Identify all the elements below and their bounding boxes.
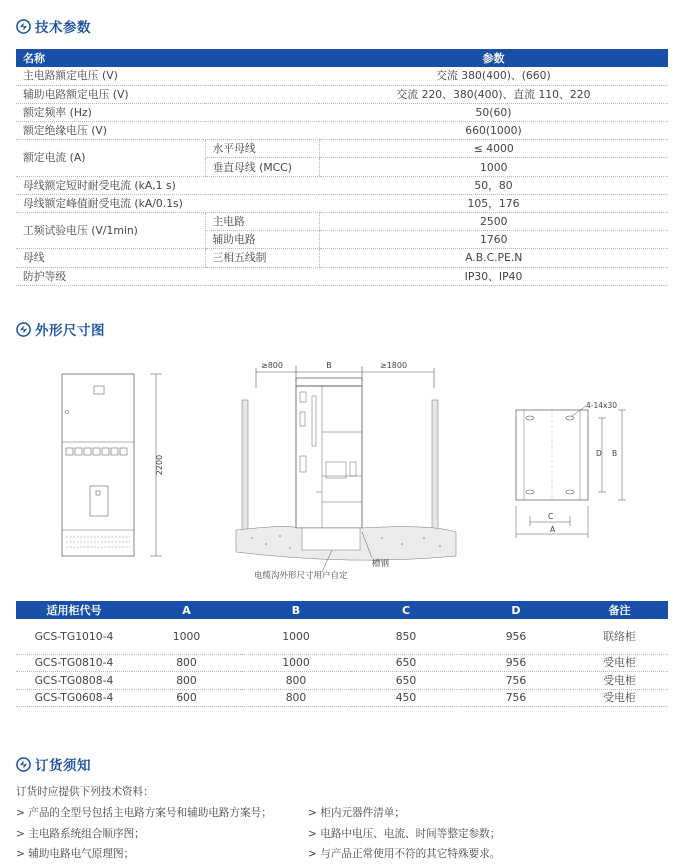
model-cell: GCS-TG0808-4 xyxy=(16,672,132,690)
dim-d-label: D xyxy=(596,449,602,458)
spec-sub: 辅助电路 xyxy=(205,231,319,249)
model-header: 适用柜代号 xyxy=(16,601,132,619)
table-row xyxy=(16,140,668,158)
model-header: 备注 xyxy=(571,601,668,619)
spec-value: 660(1000) xyxy=(319,122,668,140)
base-plan-drawing xyxy=(510,398,640,542)
table-row xyxy=(16,85,668,103)
model-cell: 650 xyxy=(351,672,461,690)
spec-table xyxy=(16,49,668,286)
model-cell: 956 xyxy=(461,654,571,672)
model-cell: 800 xyxy=(132,654,241,672)
order-section-title: 订货须知 xyxy=(35,758,91,774)
order-section-heading xyxy=(16,754,91,774)
table-row xyxy=(16,267,668,285)
list-item xyxy=(16,825,676,846)
model-cell: 1000 xyxy=(241,619,351,654)
spec-name: 母线额定峰值耐受电流 (kA/0.1s) xyxy=(16,194,319,212)
spec-section-title: 技术参数 xyxy=(35,20,91,36)
order-note: > 电路中电压、电流、时间等整定参数； xyxy=(308,827,501,840)
spec-value: 交流 380(400)、(660) xyxy=(319,67,668,85)
table-row xyxy=(16,103,668,121)
order-note: > 柜内元器件清单； xyxy=(308,807,405,819)
brand-logo-icon xyxy=(16,19,31,34)
model-header: D xyxy=(461,601,571,619)
model-cell: 600 xyxy=(132,689,241,707)
model-cell: 650 xyxy=(351,654,461,672)
model-cell: GCS-TG0810-4 xyxy=(16,654,132,672)
spec-section-heading xyxy=(16,16,91,36)
dim-section-title: 外形尺寸图 xyxy=(35,323,105,339)
order-intro: 订货时应提供下列技术资料： xyxy=(16,786,154,798)
model-cell: 850 xyxy=(351,619,461,654)
width-b-label: B xyxy=(326,361,332,370)
model-cell: 756 xyxy=(461,672,571,690)
model-cell: 756 xyxy=(461,689,571,707)
model-table-header xyxy=(16,601,668,619)
spec-header-value: 参数 xyxy=(319,49,668,67)
model-header: B xyxy=(241,601,351,619)
model-cell: 1000 xyxy=(132,619,241,654)
left-clearance-label: ≥800 xyxy=(261,361,283,370)
table-row xyxy=(16,654,668,672)
spec-value: IP30、IP40 xyxy=(319,267,668,285)
order-note: > 产品的全型号包括主电路方案号和辅助电路方案号； xyxy=(16,807,272,819)
order-note: > 与产品正常使用不符的其它特殊要求。 xyxy=(308,848,501,860)
cable-trench-note: 电缆沟外形尺寸用户自定 xyxy=(254,571,348,581)
spec-sub: 水平母线 xyxy=(205,140,319,158)
cabinet-section-drawing xyxy=(232,352,460,584)
table-row xyxy=(16,689,668,707)
table-row xyxy=(16,213,668,231)
model-cell: 受电柜 xyxy=(571,689,668,707)
model-cell: 450 xyxy=(351,689,461,707)
height-dim-label: 2200 xyxy=(155,454,164,476)
dim-section-heading xyxy=(16,319,105,339)
spec-name: 工频试验电压 (V/1min) xyxy=(16,213,205,249)
model-cell: 800 xyxy=(241,689,351,707)
list-item xyxy=(16,845,676,866)
spec-name: 防护等级 xyxy=(16,267,319,285)
model-cell: 联络柜 xyxy=(571,619,668,654)
brand-logo-icon xyxy=(16,757,31,772)
spec-value: A.B.C.PE.N xyxy=(319,249,668,267)
model-cell: 1000 xyxy=(241,654,351,672)
table-row xyxy=(16,672,668,690)
list-item xyxy=(16,804,676,825)
spec-value: 105，176 xyxy=(319,194,668,212)
model-cell: GCS-TG1010-4 xyxy=(16,619,132,654)
spec-name: 主电路额定电压 (V) xyxy=(16,67,319,85)
brand-logo-icon xyxy=(16,322,31,337)
table-row xyxy=(16,67,668,85)
spec-sub: 三相五线制 xyxy=(205,249,319,267)
spec-name: 母线额定短时耐受电流 (kA,1 s) xyxy=(16,176,319,194)
channel-steel-note: 槽钢 xyxy=(372,559,390,569)
order-note: > 辅助电路电气原理图； xyxy=(16,848,135,860)
model-header: A xyxy=(132,601,241,619)
dim-a-label: A xyxy=(550,525,556,534)
model-cell: 受电柜 xyxy=(571,672,668,690)
order-notes xyxy=(16,784,676,866)
spec-value: ≤ 4000 xyxy=(319,140,668,158)
spec-value: 1000 xyxy=(319,158,668,176)
model-cell: 800 xyxy=(132,672,241,690)
table-row xyxy=(16,619,668,654)
spec-name: 额定电流 (A) xyxy=(16,140,205,176)
spec-value: 交流 220、380(400)、直流 110、220 xyxy=(319,85,668,103)
spec-table-header xyxy=(16,49,668,67)
spec-name: 母线 xyxy=(16,249,205,267)
spec-value: 50，80 xyxy=(319,176,668,194)
spec-name: 额定频率 (Hz) xyxy=(16,103,319,121)
table-row xyxy=(16,122,668,140)
table-row xyxy=(16,249,668,267)
dim-b-label: B xyxy=(612,449,618,458)
model-cell: 800 xyxy=(241,672,351,690)
right-clearance-label: ≥1800 xyxy=(380,361,408,370)
model-header: C xyxy=(351,601,461,619)
table-row xyxy=(16,176,668,194)
model-table xyxy=(16,601,668,707)
spec-sub: 主电路 xyxy=(205,213,319,231)
spec-value: 50(60) xyxy=(319,103,668,121)
spec-sub: 垂直母线 (MCC) xyxy=(205,158,319,176)
spec-value: 2500 xyxy=(319,213,668,231)
model-cell: 受电柜 xyxy=(571,654,668,672)
model-cell: 956 xyxy=(461,619,571,654)
dim-c-label: C xyxy=(548,512,554,521)
cabinet-front-drawing xyxy=(58,370,178,566)
spec-name: 额定绝缘电压 (V) xyxy=(16,122,319,140)
table-row xyxy=(16,194,668,212)
spec-value: 1760 xyxy=(319,231,668,249)
model-cell: GCS-TG0608-4 xyxy=(16,689,132,707)
mounting-holes-label: 4-14x30 xyxy=(586,401,618,410)
order-note: > 主电路系统组合顺序图； xyxy=(16,827,145,840)
spec-name: 辅助电路额定电压 (V) xyxy=(16,85,319,103)
spec-header-name: 名称 xyxy=(16,49,319,67)
